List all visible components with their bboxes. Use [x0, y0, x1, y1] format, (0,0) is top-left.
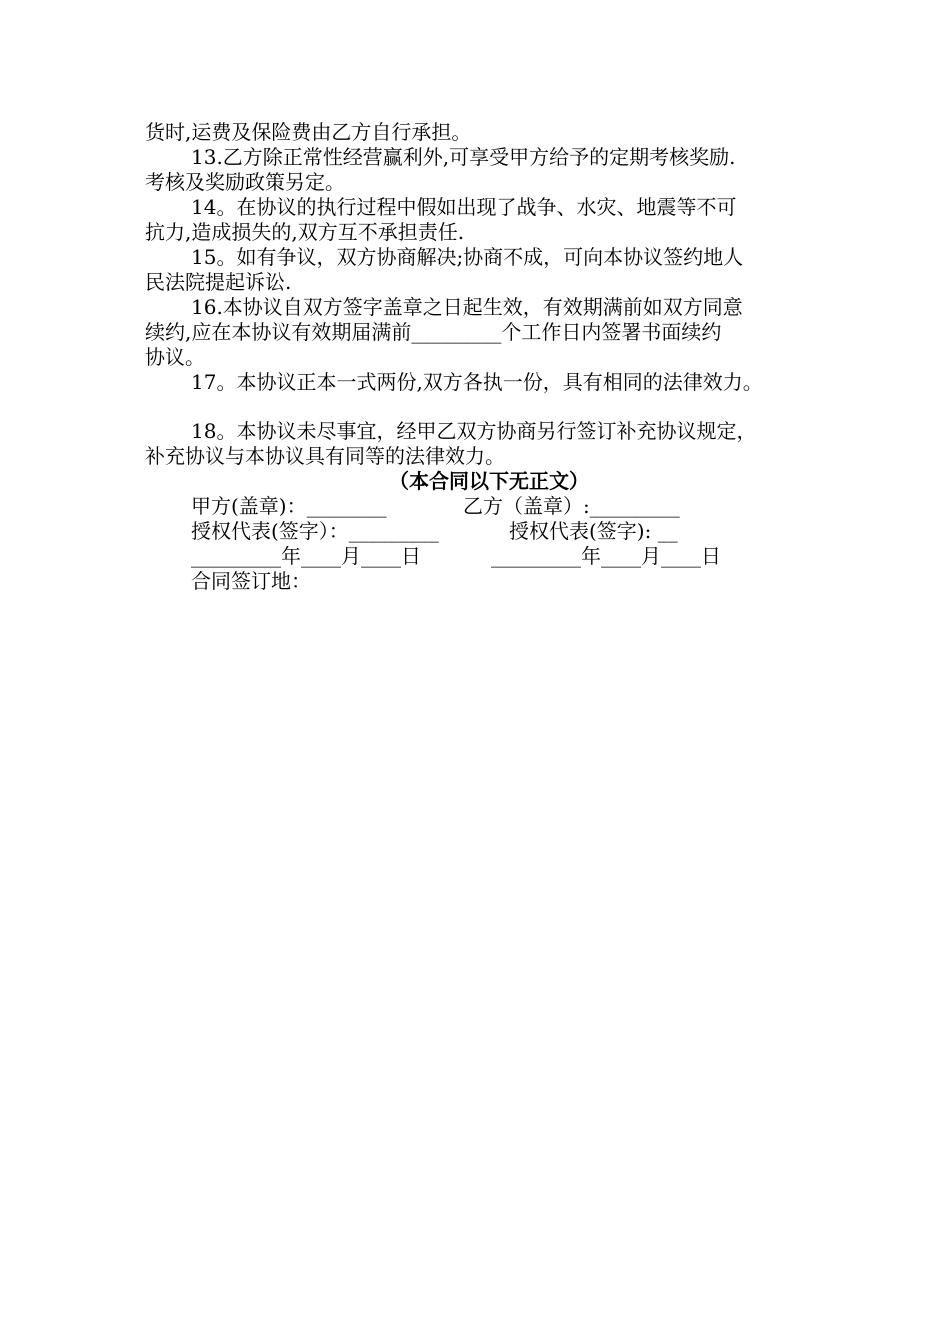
clause-14: 14。在协议的执行过程中假如出现了战争、水灾、地震等不可 [191, 195, 737, 219]
clause-17: 17。本协议正本一式两份,双方各执一份，具有相同的法律效力。 [191, 370, 763, 394]
party-a-date: _________年____月____日 [191, 544, 421, 568]
end-of-contract-note: （本合同以下无正文） [389, 469, 589, 493]
clause-18: 18。本协议未尽事宜，经甲乙双方协商另行签订补充协议规定， [191, 419, 757, 443]
paragraph-gap [145, 395, 825, 419]
clause-15: 15。如有争议，双方协商解决;协商不成，可向本协议签约地人 [191, 245, 744, 269]
party-b-seal: 乙方（盖章）:_________ [463, 494, 680, 518]
clause-16: 16.本协议自双方签字盖章之日起生效，有效期满前如双方同意 [191, 295, 743, 319]
sign-place-row [145, 569, 825, 594]
document-body [145, 120, 825, 594]
sign-place: 合同签订地： [191, 569, 311, 593]
party-a-seal: 甲方(盖章)：________ [191, 494, 387, 518]
party-a-representative: 授权代表(签字）：_________ [191, 519, 439, 543]
clause-16-end: 协议。 [145, 345, 205, 369]
clause-15-cont: 民法院提起诉讼. [145, 270, 292, 294]
clause-12-tail: 货时,运费及保险费由乙方自行承担。 [145, 120, 472, 144]
representative-row [145, 519, 825, 544]
clause-14-cont: 抗力,造成损失的,双方互不承担责任. [145, 220, 465, 244]
date-row [145, 544, 825, 569]
clause-16-cont: 续约,应在本协议有效期届满前_________个工作日内签署书面续约 [145, 320, 722, 344]
party-b-date: _________年____月____日 [491, 544, 721, 568]
clause-13: 13.乙方除正常性经营赢利外,可享受甲方给予的定期考核奖励. [191, 145, 736, 169]
clause-13-cont: 考核及奖励政策另定。 [145, 170, 345, 194]
party-b-representative: 授权代表(签字): __ [509, 519, 678, 543]
seal-row [145, 494, 825, 519]
clause-18-cont: 补充协议与本协议具有同等的法律效力。 [145, 444, 505, 468]
